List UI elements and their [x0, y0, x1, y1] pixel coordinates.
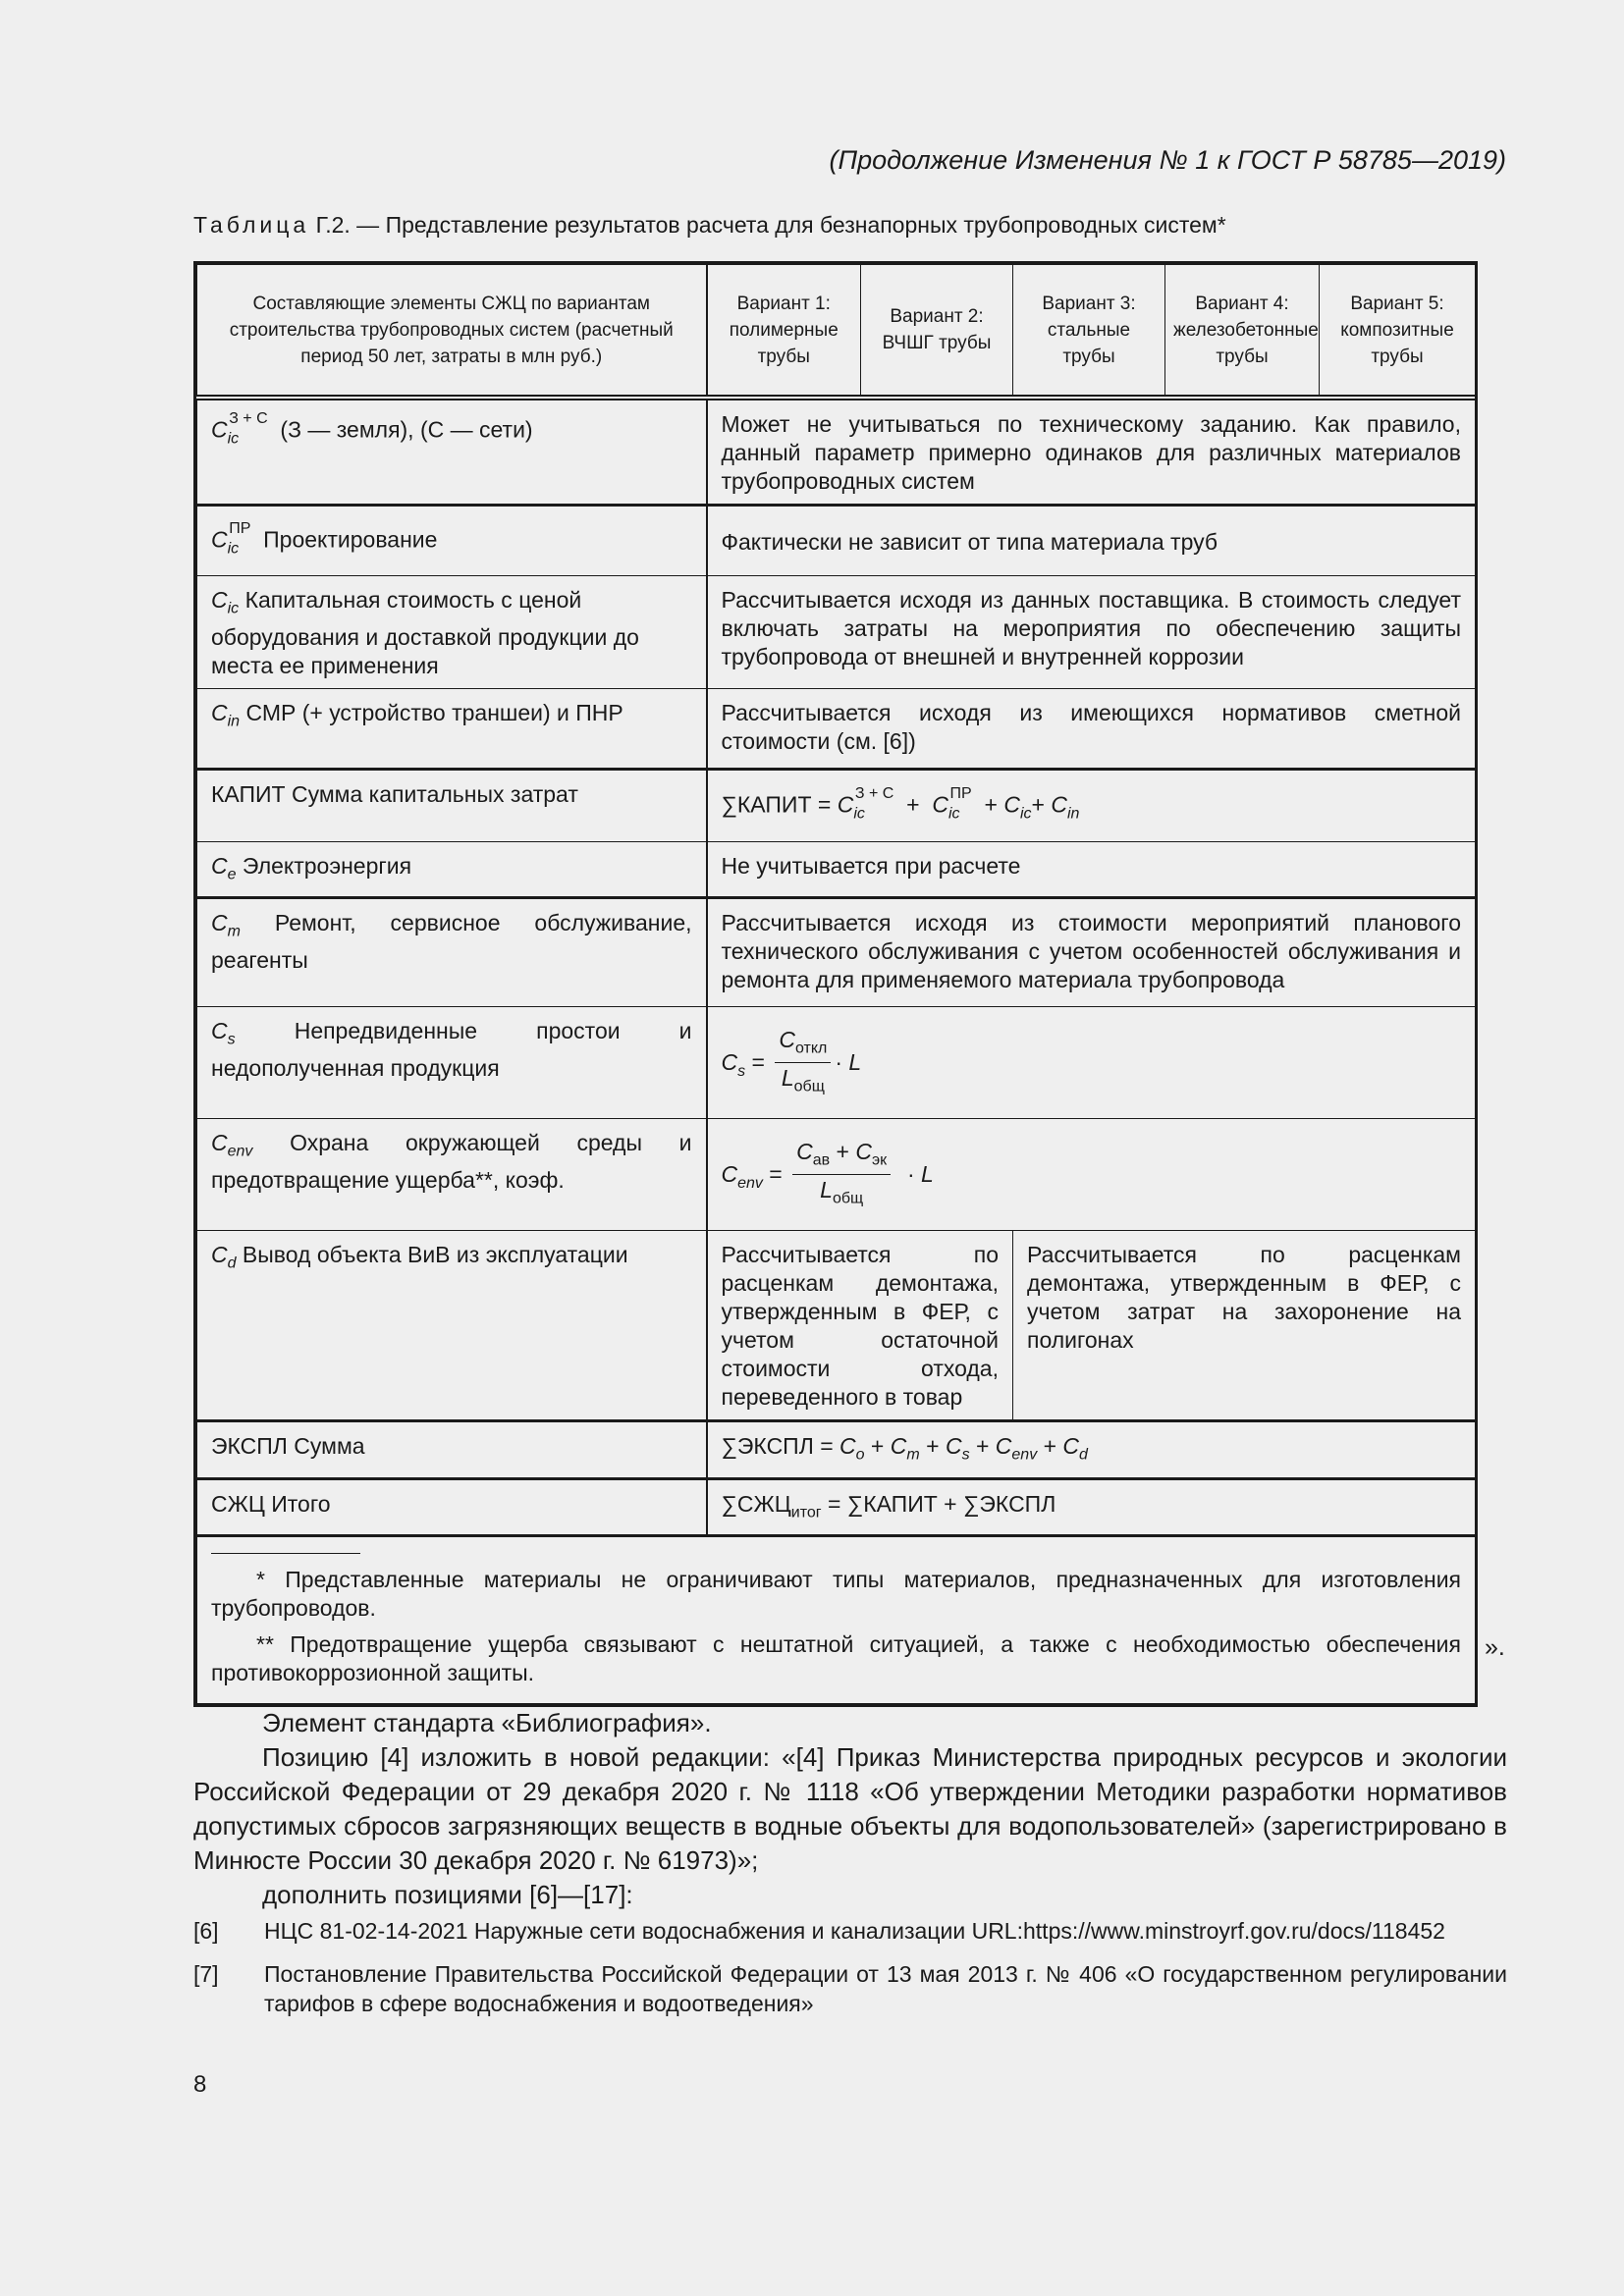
row-label: $C_m$ Ремонт, сервисное обслуживание, реагенты — [197, 898, 707, 1007]
table-caption — [193, 212, 1226, 239]
row-label: $C_d$ Вывод объекта ВиВ из эксплуатации — [197, 1231, 707, 1421]
formula-head: ∑ЭКСПЛ = — [721, 1433, 834, 1460]
row-label: $C_s$ Непредвиденные простои и недополученная продукция — [197, 1007, 707, 1119]
row-description: Рассчитывается исходя из стоимости мероприятий планового технического обслуживания с учетом особенностей обслуживания и ремонта для применяемого материала трубопровода — [707, 898, 1476, 1007]
reference-item — [193, 1959, 1507, 2018]
reference-text: Постановление Правительства Российской Федерации от 13 мая 2013 г. № 406 «О государственном регулировании тарифов в сфере водоснабжения и водоотведения» — [264, 1961, 1507, 2016]
header-cell-variant-3: Вариант 3: стальные трубы — [1013, 265, 1165, 399]
szhc-formula: $\sum СЖЦ_{итог}$ = ∑КАПИТ + ∑ЭКСПЛ — [707, 1478, 1476, 1536]
formula-head: ∑КАПИТ = — [721, 791, 832, 818]
row-label: $C_{env}$ Охрана окружающей среды и предотвращение ущерба**, коэф. — [197, 1119, 707, 1231]
row-label-text: Ремонт, сервисное обслуживание, реагенты — [211, 910, 692, 973]
cenv-formula: $C_{env}$ = $\frac{C_{ав} + C_{эк}}{L_{общ}}$ · L — [707, 1119, 1476, 1231]
row-label-text: СМР (+ устройство траншеи) и ПНР — [245, 699, 623, 725]
row-label: $C_{ic}$ Капитальная стоимость с ценой оборудования и доставкой продукции до места ее применения — [197, 576, 707, 689]
table-row — [197, 576, 1476, 689]
reference-item — [193, 1916, 1507, 1946]
row-label: СЖЦ Итого — [197, 1478, 707, 1536]
row-label-text: Вывод объекта ВиВ из эксплуатации — [242, 1242, 628, 1268]
table-row — [197, 688, 1476, 769]
footnotes-row — [197, 1536, 1476, 1704]
closing-quote: ». — [1485, 1633, 1505, 1661]
row-label-text: Капитальная стоимость с ценой оборудования и доставкой продукции до места ее применения — [211, 587, 639, 678]
row-description: Не учитывается при расчете — [707, 841, 1476, 898]
paragraph: Позицию [4] изложить в новой редакции: «[4] Приказ Министерства природных ресурсов и экологии Российской Федерации от 29 декабря 2020 г. № 1118 «Об утверждении Методики разработки нормативов допустимых сбросов загрязняющих веществ в водные объекты для водопользователей» (зарегистрировано в Минюсте России 30 декабря 2020 г. № 61973)»; — [193, 1742, 1507, 1875]
table-frame — [193, 261, 1478, 1707]
table-row — [197, 398, 1476, 506]
footnote: * Представленные материалы не ограничивают типы материалов, предназначенных для изготовления трубопроводов. — [211, 1567, 1461, 1622]
ekspl-formula: ∑ЭКСПЛ = $C_o + C_m + C_s + C_{env} + C_d$ — [707, 1421, 1476, 1479]
continuation-header: (Продолжение Изменения № 1 к ГОСТ Р 58785—2019) — [829, 145, 1506, 175]
page-number: 8 — [193, 2071, 207, 2098]
row-label: $C_{in}$ СМР (+ устройство траншеи) и ПНР — [197, 688, 707, 769]
footnote-rule — [211, 1553, 360, 1554]
reference-number: [7] — [193, 1961, 219, 1987]
table-header-row — [197, 265, 1476, 399]
footnote: ** Предотвращение ущерба связывают с нештатной ситуацией, а также с необходимостью обеспечения противокоррозионной защиты. — [211, 1631, 1461, 1686]
row-label: $C_e$ Электроэнергия — [197, 841, 707, 898]
row-label: $C_{ic}^{З + С}$ (З — земля), (С — сети) — [197, 398, 707, 506]
row-description: Фактически не зависит от типа материала труб — [707, 506, 1476, 576]
cs-formula: $C_s$ = $\frac{C_{откл}}{L_{общ}}$ · L — [707, 1007, 1476, 1119]
table-caption-title: Г.2. — Представление результатов расчета для безнапорных трубопроводных систем* — [309, 212, 1226, 238]
table-row — [197, 841, 1476, 898]
paragraph: дополнить позициями [6]—[17]: — [262, 1880, 633, 1909]
row-description-variant-a: Рассчитывается по расценкам демонтажа, утвержденным в ФЕР, с учетом остаточной стоимости отхода, переведенного в товар — [707, 1231, 1013, 1421]
table-row — [197, 1007, 1476, 1119]
table-row — [197, 1231, 1476, 1421]
kapit-formula: ∑КАПИТ = $C_{ic}^{З + С} + C_{ic}^{ПР} + C_{ic}+ C_{in}$ — [707, 769, 1476, 841]
row-label: ЭКСПЛ Сумма — [197, 1421, 707, 1479]
paragraph: Элемент стандарта «Библиография». — [262, 1708, 712, 1737]
reference-text: НЦС 81-02-14-2021 Наружные сети водоснабжения и канализации URL:https://www.minstroyrf.gov.ru/docs/118452 — [264, 1918, 1445, 1944]
row-description: Рассчитывается исходя из данных поставщика. В стоимость следует включать затраты на мероприятия по обеспечению защиты трубопровода от внешней и внутренней коррозии — [707, 576, 1476, 689]
table-row — [197, 1421, 1476, 1479]
header-cell-components: Составляющие элементы СЖЦ по вариантам строительства трубопроводных систем (расчетный период 50 лет, затраты в млн руб.) — [197, 265, 707, 399]
header-cell-variant-5: Вариант 5: композитные трубы — [1320, 265, 1476, 399]
row-description: Может не учитываться по техническому заданию. Как правило, данный параметр примерно одинаков для различных материалов трубопроводных систем — [707, 398, 1476, 506]
row-label: $C_{ic}^{ПР}$ Проектирование — [197, 506, 707, 576]
reference-number: [6] — [193, 1918, 219, 1944]
row-label-text: Проектирование — [263, 527, 438, 554]
row-description: Рассчитывается исходя из имеющихся нормативов сметной стоимости (см. [6]) — [707, 688, 1476, 769]
results-table — [196, 264, 1476, 1704]
table-row — [197, 1478, 1476, 1536]
table-row — [197, 769, 1476, 841]
table-row — [197, 506, 1476, 576]
table-row — [197, 1119, 1476, 1231]
row-label-text: Охрана окружающей среды и предотвращение ущерба**, коэф. — [211, 1130, 692, 1193]
row-label-text: Непредвиденные простои и недополученная продукция — [211, 1018, 692, 1081]
row-label-text: Электроэнергия — [242, 852, 412, 879]
row-label: КАПИТ Сумма капитальных затрат — [197, 769, 707, 841]
table-row — [197, 898, 1476, 1007]
cs-fraction: $\frac{C_{откл}}{L_{общ}}$ — [775, 1026, 831, 1102]
table-caption-prefix: Таблица — [193, 212, 310, 238]
header-cell-variant-2: Вариант 2: ВЧШГ трубы — [861, 265, 1013, 399]
header-cell-variant-1: Вариант 1: полимерные трубы — [707, 265, 861, 399]
cenv-fraction: $\frac{C_{ав} + C_{эк}}{L_{общ}}$ — [792, 1138, 891, 1214]
body-section — [193, 1706, 1507, 2018]
row-description-variant-b: Рассчитывается по расценкам демонтажа, утвержденным в ФЕР, с учетом затрат на захоронение на полигонах — [1013, 1231, 1476, 1421]
footnotes — [197, 1536, 1476, 1704]
header-cell-variant-4: Вариант 4: железобетонные трубы — [1165, 265, 1320, 399]
row-label-text: (З — земля), (С — сети) — [280, 416, 533, 443]
